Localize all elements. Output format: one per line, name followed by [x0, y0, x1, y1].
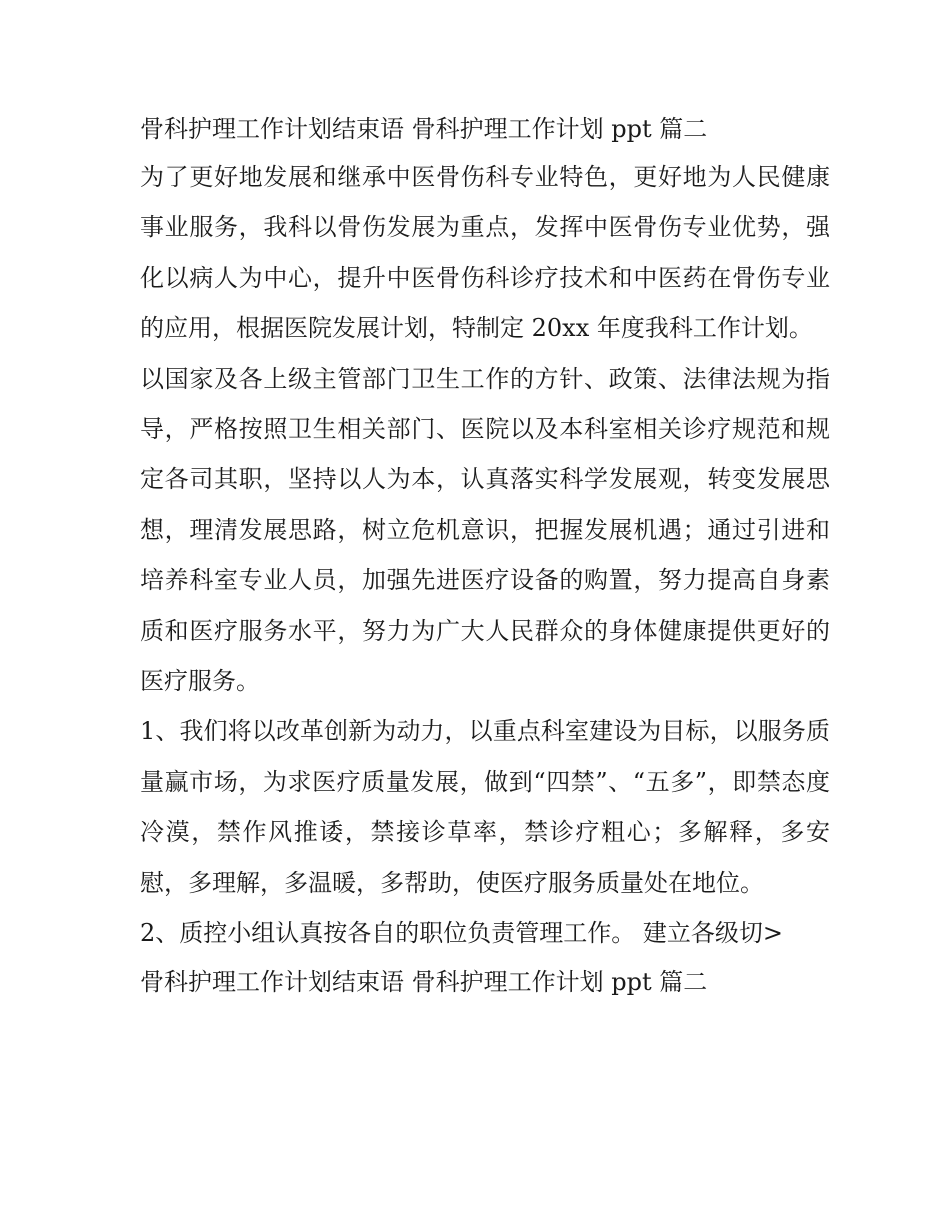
document-heading: 骨科护理工作计划结束语 骨科护理工作计划 ppt 篇二 — [140, 115, 708, 143]
document-footer-heading: 骨科护理工作计划结束语 骨科护理工作计划 ppt 篇二 — [140, 967, 708, 996]
paragraph-item-2: 2、质控小组认真按各自的职位负责管理工作。 建立各级切> — [140, 919, 784, 948]
paragraph-intro: 为了更好地发展和继承中医骨伤科专业特色，更好地为人民健康事业服务，我科以骨伤发展为重点，发挥中医骨伤专业优势，强化以病人为中心，提升中医骨伤科诊疗技术和中医药在骨伤专业的应用，根据医院发展计划，特制定 20xx 年度我科工作计划。 — [140, 163, 830, 343]
document-body — [140, 109, 830, 1005]
paragraph-item-1: 1、我们将以改革创新为动力，以重点科室建设为目标，以服务质量赢市场，为求医疗质量发展，做到“四禁”、“五多”，即禁态度冷漠，禁作风推诿，禁接诊草率，禁诊疗粗心；多解释，多安慰，多理解，多温暖，多帮助，使医疗服务质量处在地位。 — [140, 717, 830, 897]
paragraph-guideline: 以国家及各上级主管部门卫生工作的方针、政策、法律法规为指导，严格按照卫生相关部门、医院以及本科室相关诊疗规范和规定各司其职，坚持以人为本，认真落实科学发展观，转变发展思想，理清发展思路，树立危机意识，把握发展机遇；通过引进和培养科室专业人员，加强先进医疗设备的购置，努力提高自身素质和医疗服务水平，努力为广大人民群众的身体健康提供更好的医疗服务。 — [140, 364, 830, 696]
